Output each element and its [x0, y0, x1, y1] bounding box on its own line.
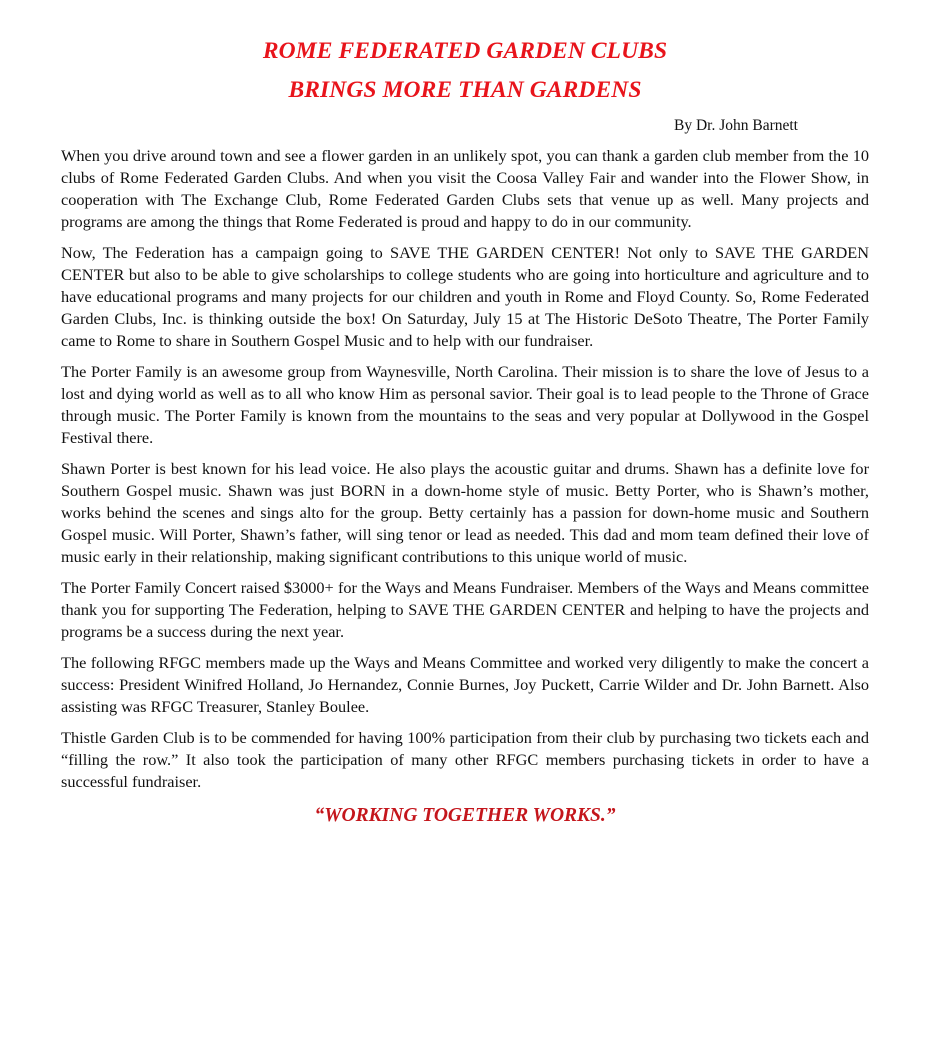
- article: [61, 32, 869, 828]
- paragraph-porter-family: The Porter Family is an awesome group from Waynesville, North Carolina. Their mission is to share the love of Jesus to a lost and dying world as well as to all who know Him as personal savior. Their goal is to lead people to the Throne of Grace through music. The Porter Family is known from the mountains to the seas and very popular at Dollywood in the Gospel Festival there.: [61, 362, 869, 447]
- paragraph-thistle-club: Thistle Garden Club is to be commended for having 100% participation from their club by purchasing two tickets each and “filling the row.” It also took the participation of many other RFGC members purchasing tickets in order to have a successful fundraiser.: [61, 728, 869, 791]
- paragraph-campaign: Now, The Federation has a campaign going to SAVE THE GARDEN CENTER! Not only to SAVE THE GARDEN CENTER but also to be able to give scholarships to college students who are going into horticulture and agriculture and to have educational programs and many projects for our children and youth in Rome and Floyd County. So, Rome Federated Garden Clubs, Inc. is thinking outside the box! On Saturday, July 15 at The Historic DeSoto Theatre, The Porter Family came to Rome to share in Southern Gospel Music and to help with our fundraiser.: [61, 243, 869, 350]
- author-byline: By Dr. John Barnett: [674, 117, 798, 134]
- article-title-line-2: BRINGS MORE THAN GARDENS: [288, 77, 642, 103]
- paragraph-shawn-porter: Shawn Porter is best known for his lead voice. He also plays the acoustic guitar and drums. Shawn has a definite love for Southern Gospel music. Shawn was just BORN in a down-home style of music. Betty Porter, who is Shawn’s mother, works behind the scenes and sings alto for the group. Betty certainly has a passion for down-home music and Southern Gospel music. Will Porter, Shawn’s father, will sing tenor or lead as needed. This dad and mom team defined their love of music early in their relationship, making significant contributions to this unique world of music.: [61, 459, 869, 566]
- paragraph-intro: When you drive around town and see a flower garden in an unlikely spot, you can thank a garden club member from the 10 clubs of Rome Federated Garden Clubs. And when you visit the Coosa Valley Fair and wander into the Flower Show, in cooperation with The Exchange Club, Rome Federated Garden Clubs sets that venue up as well. Many projects and programs are among the things that Rome Federated is proud and happy to do in our community.: [61, 146, 869, 231]
- closing-motto: “WORKING TOGETHER WORKS.”: [314, 805, 616, 826]
- paragraph-concert-results: The Porter Family Concert raised $3000+ for the Ways and Means Fundraiser. Members of the Ways and Means committee thank you for supporting The Federation, helping to SAVE THE GARDEN CENTER and helping to have the projects and programs be a success during the next year.: [61, 578, 869, 641]
- article-title-line-1: ROME FEDERATED GARDEN CLUBS: [262, 38, 668, 64]
- paragraph-committee: The following RFGC members made up the Ways and Means Committee and worked very diligently to make the concert a success: President Winifred Holland, Jo Hernandez, Connie Burnes, Joy Puckett, Carrie Wilder and Dr. John Barnett. Also assisting was RFGC Treasurer, Stanley Boulee.: [61, 653, 869, 716]
